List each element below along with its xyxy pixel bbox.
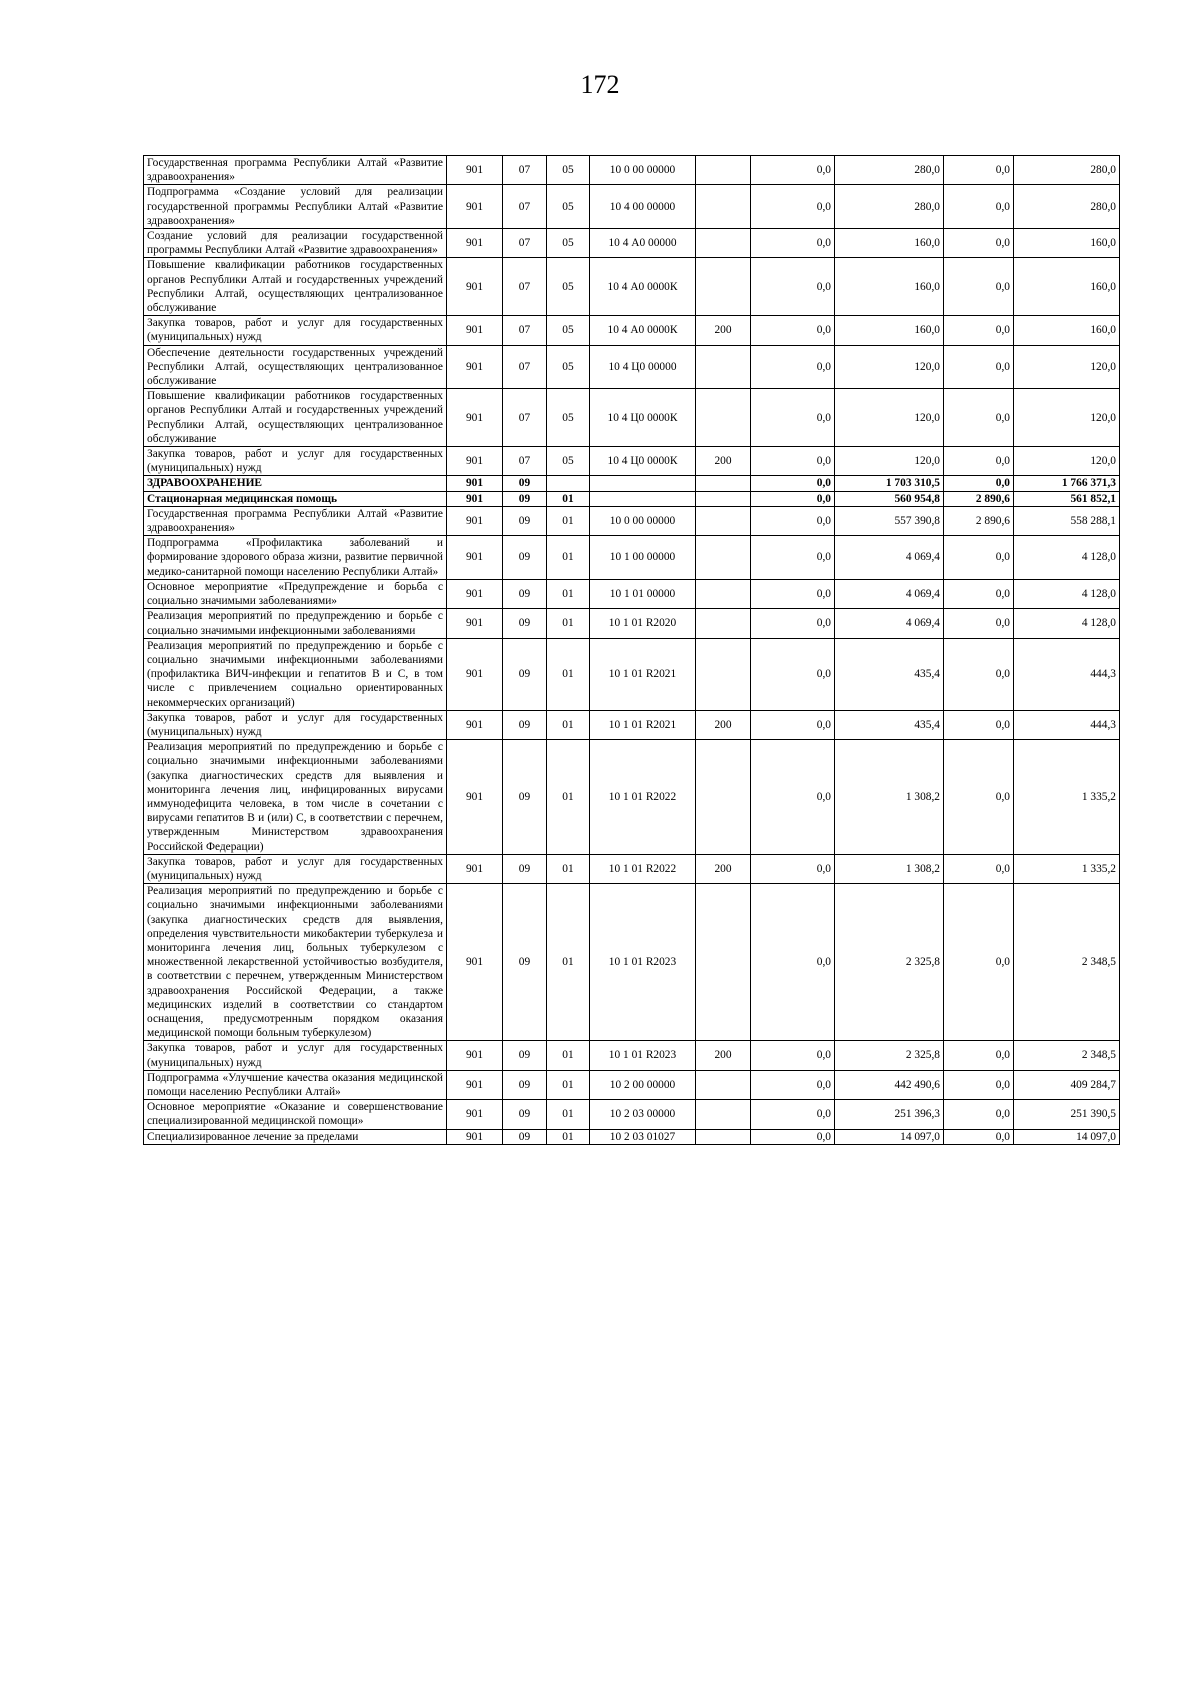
row-amount-1-cell: 0,0	[751, 740, 835, 855]
row-amount-2-cell: 1 308,2	[835, 854, 944, 883]
row-amount-2-cell: 1 308,2	[835, 740, 944, 855]
row-expense-type-cell: 200	[696, 710, 751, 739]
table-row	[144, 710, 1120, 739]
row-amount-1-cell: 0,0	[751, 1070, 835, 1099]
row-amount-2-cell: 280,0	[835, 185, 944, 229]
row-amount-4-cell: 14 097,0	[1014, 1129, 1120, 1144]
row-amount-4-cell: 444,3	[1014, 710, 1120, 739]
row-subsection-cell: 05	[547, 316, 590, 345]
row-section-cell: 09	[503, 536, 547, 580]
row-name-cell: Подпрограмма «Улучшение качества оказания медицинской помощи населению Республики Алтай»	[144, 1070, 447, 1099]
row-amount-1-cell: 0,0	[751, 345, 835, 389]
row-subsection-cell: 05	[547, 229, 590, 258]
table-row	[144, 476, 1120, 491]
row-amount-3-cell: 0,0	[944, 710, 1014, 739]
row-amount-3-cell: 0,0	[944, 579, 1014, 608]
row-expense-type-cell	[696, 491, 751, 506]
row-amount-4-cell: 2 348,5	[1014, 884, 1120, 1041]
row-grbs-cell: 901	[447, 1070, 503, 1099]
table-row	[144, 1070, 1120, 1099]
row-amount-1-cell: 0,0	[751, 447, 835, 476]
row-amount-4-cell: 120,0	[1014, 345, 1120, 389]
row-target-article-cell	[590, 491, 696, 506]
row-section-cell: 09	[503, 491, 547, 506]
row-amount-3-cell: 0,0	[944, 389, 1014, 447]
table-row	[144, 1129, 1120, 1144]
table-row	[144, 156, 1120, 185]
row-target-article-cell: 10 1 01 R2023	[590, 884, 696, 1041]
row-section-cell: 07	[503, 345, 547, 389]
row-amount-3-cell: 2 890,6	[944, 491, 1014, 506]
row-grbs-cell: 901	[447, 447, 503, 476]
row-subsection-cell: 01	[547, 1041, 590, 1070]
row-grbs-cell: 901	[447, 506, 503, 535]
row-subsection-cell: 01	[547, 1129, 590, 1144]
row-subsection-cell: 05	[547, 345, 590, 389]
row-amount-1-cell: 0,0	[751, 316, 835, 345]
row-amount-2-cell: 160,0	[835, 258, 944, 316]
row-name-cell: Закупка товаров, работ и услуг для государственных (муниципальных) нужд	[144, 1041, 447, 1070]
row-amount-1-cell: 0,0	[751, 1100, 835, 1129]
row-amount-4-cell: 4 128,0	[1014, 579, 1120, 608]
row-amount-4-cell: 280,0	[1014, 156, 1120, 185]
row-section-cell: 09	[503, 740, 547, 855]
row-section-cell: 07	[503, 185, 547, 229]
row-section-cell: 09	[503, 1129, 547, 1144]
row-subsection-cell: 01	[547, 579, 590, 608]
row-subsection-cell: 01	[547, 740, 590, 855]
row-name-cell: Создание условий для реализации государственной программы Республики Алтай «Развитие здравоохранения»	[144, 229, 447, 258]
table-row	[144, 1041, 1120, 1070]
row-grbs-cell: 901	[447, 229, 503, 258]
row-name-cell: Закупка товаров, работ и услуг для государственных (муниципальных) нужд	[144, 447, 447, 476]
row-name-cell: Подпрограмма «Профилактика заболеваний и формирование здорового образа жизни, развитие первичной медико-санитарной помощи населению Республики Алтай»	[144, 536, 447, 580]
row-amount-2-cell: 435,4	[835, 638, 944, 710]
row-amount-4-cell: 160,0	[1014, 258, 1120, 316]
table-row	[144, 316, 1120, 345]
row-section-cell: 07	[503, 316, 547, 345]
table-row	[144, 185, 1120, 229]
row-expense-type-cell	[696, 579, 751, 608]
row-expense-type-cell	[696, 389, 751, 447]
row-grbs-cell: 901	[447, 185, 503, 229]
row-amount-2-cell: 2 325,8	[835, 884, 944, 1041]
row-grbs-cell: 901	[447, 884, 503, 1041]
row-amount-2-cell: 557 390,8	[835, 506, 944, 535]
row-target-article-cell: 10 1 01 R2022	[590, 740, 696, 855]
row-amount-4-cell: 1 766 371,3	[1014, 476, 1120, 491]
row-amount-2-cell: 160,0	[835, 229, 944, 258]
row-subsection-cell: 01	[547, 536, 590, 580]
row-amount-1-cell: 0,0	[751, 476, 835, 491]
row-expense-type-cell	[696, 185, 751, 229]
row-name-cell: Повышение квалификации работников государственных органов Республики Алтай и государственных учреждений Республики Алтай, осуществляющих централизованное обслуживание	[144, 389, 447, 447]
row-amount-3-cell: 0,0	[944, 1129, 1014, 1144]
row-amount-3-cell: 0,0	[944, 185, 1014, 229]
row-grbs-cell: 901	[447, 476, 503, 491]
row-section-cell: 09	[503, 476, 547, 491]
row-section-cell: 09	[503, 884, 547, 1041]
row-subsection-cell: 01	[547, 506, 590, 535]
row-section-cell: 07	[503, 447, 547, 476]
table-row	[144, 258, 1120, 316]
row-grbs-cell: 901	[447, 579, 503, 608]
row-grbs-cell: 901	[447, 316, 503, 345]
row-subsection-cell: 05	[547, 447, 590, 476]
row-grbs-cell: 901	[447, 491, 503, 506]
row-section-cell: 09	[503, 1070, 547, 1099]
row-amount-1-cell: 0,0	[751, 854, 835, 883]
row-target-article-cell: 10 1 01 00000	[590, 579, 696, 608]
row-amount-1-cell: 0,0	[751, 884, 835, 1041]
page-number: 172	[580, 70, 620, 99]
row-section-cell: 07	[503, 229, 547, 258]
row-amount-2-cell: 120,0	[835, 447, 944, 476]
row-amount-3-cell: 0,0	[944, 609, 1014, 638]
row-amount-3-cell: 0,0	[944, 1100, 1014, 1129]
table-row	[144, 1100, 1120, 1129]
row-target-article-cell: 10 4 А0 0000К	[590, 316, 696, 345]
row-expense-type-cell: 200	[696, 316, 751, 345]
row-expense-type-cell	[696, 1070, 751, 1099]
row-target-article-cell: 10 4 А0 00000	[590, 229, 696, 258]
row-grbs-cell: 901	[447, 345, 503, 389]
row-expense-type-cell	[696, 638, 751, 710]
row-amount-4-cell: 1 335,2	[1014, 740, 1120, 855]
row-amount-1-cell: 0,0	[751, 609, 835, 638]
row-amount-4-cell: 4 128,0	[1014, 609, 1120, 638]
row-section-cell: 09	[503, 854, 547, 883]
row-name-cell: Основное мероприятие «Оказание и совершенствование специализированной медицинской помощи»	[144, 1100, 447, 1129]
row-target-article-cell: 10 1 01 R2022	[590, 854, 696, 883]
row-name-cell: Закупка товаров, работ и услуг для государственных (муниципальных) нужд	[144, 316, 447, 345]
table-row	[144, 740, 1120, 855]
row-subsection-cell: 01	[547, 1100, 590, 1129]
table-body	[144, 156, 1120, 1145]
row-section-cell: 07	[503, 389, 547, 447]
row-amount-2-cell: 120,0	[835, 389, 944, 447]
row-amount-2-cell: 160,0	[835, 316, 944, 345]
row-target-article-cell: 10 1 01 R2023	[590, 1041, 696, 1070]
row-amount-1-cell: 0,0	[751, 185, 835, 229]
row-target-article-cell: 10 2 00 00000	[590, 1070, 696, 1099]
row-amount-4-cell: 280,0	[1014, 185, 1120, 229]
row-target-article-cell: 10 0 00 00000	[590, 506, 696, 535]
row-expense-type-cell	[696, 884, 751, 1041]
row-amount-4-cell: 251 390,5	[1014, 1100, 1120, 1129]
row-subsection-cell: 05	[547, 185, 590, 229]
row-grbs-cell: 901	[447, 710, 503, 739]
row-subsection-cell: 05	[547, 156, 590, 185]
row-amount-3-cell: 0,0	[944, 536, 1014, 580]
row-grbs-cell: 901	[447, 536, 503, 580]
row-amount-4-cell: 160,0	[1014, 229, 1120, 258]
row-subsection-cell: 01	[547, 609, 590, 638]
row-name-cell: Государственная программа Республики Алтай «Развитие здравоохранения»	[144, 506, 447, 535]
row-subsection-cell: 01	[547, 638, 590, 710]
row-amount-4-cell: 120,0	[1014, 447, 1120, 476]
row-subsection-cell: 01	[547, 854, 590, 883]
row-amount-3-cell: 0,0	[944, 476, 1014, 491]
row-grbs-cell: 901	[447, 389, 503, 447]
table-row	[144, 229, 1120, 258]
row-target-article-cell: 10 1 00 00000	[590, 536, 696, 580]
row-amount-2-cell: 1 703 310,5	[835, 476, 944, 491]
row-expense-type-cell	[696, 476, 751, 491]
row-amount-1-cell: 0,0	[751, 579, 835, 608]
row-expense-type-cell	[696, 740, 751, 855]
row-name-cell: Закупка товаров, работ и услуг для государственных (муниципальных) нужд	[144, 854, 447, 883]
row-name-cell: Реализация мероприятий по предупреждению и борьбе с социально значимыми инфекционными заболеваниями	[144, 609, 447, 638]
row-name-cell: Государственная программа Республики Алтай «Развитие здравоохранения»	[144, 156, 447, 185]
row-target-article-cell: 10 2 03 00000	[590, 1100, 696, 1129]
table-row	[144, 884, 1120, 1041]
table-row	[144, 536, 1120, 580]
row-amount-4-cell: 160,0	[1014, 316, 1120, 345]
row-section-cell: 09	[503, 1041, 547, 1070]
row-expense-type-cell: 200	[696, 447, 751, 476]
row-target-article-cell: 10 4 А0 0000К	[590, 258, 696, 316]
row-amount-1-cell: 0,0	[751, 710, 835, 739]
row-grbs-cell: 901	[447, 740, 503, 855]
row-grbs-cell: 901	[447, 1100, 503, 1129]
row-target-article-cell: 10 1 01 R2020	[590, 609, 696, 638]
row-grbs-cell: 901	[447, 156, 503, 185]
table-row	[144, 447, 1120, 476]
row-section-cell: 07	[503, 156, 547, 185]
row-target-article-cell: 10 1 01 R2021	[590, 638, 696, 710]
row-expense-type-cell	[696, 1129, 751, 1144]
row-amount-4-cell: 1 335,2	[1014, 854, 1120, 883]
row-amount-1-cell: 0,0	[751, 229, 835, 258]
row-target-article-cell: 10 0 00 00000	[590, 156, 696, 185]
row-amount-2-cell: 4 069,4	[835, 579, 944, 608]
row-amount-1-cell: 0,0	[751, 258, 835, 316]
row-expense-type-cell: 200	[696, 854, 751, 883]
row-section-cell: 09	[503, 579, 547, 608]
row-subsection-cell: 01	[547, 884, 590, 1041]
row-amount-1-cell: 0,0	[751, 638, 835, 710]
row-name-cell: Обеспечение деятельности государственных учреждений Республики Алтай, осуществляющих централизованное обслуживание	[144, 345, 447, 389]
row-amount-3-cell: 0,0	[944, 1041, 1014, 1070]
table-row	[144, 345, 1120, 389]
row-grbs-cell: 901	[447, 258, 503, 316]
row-target-article-cell: 10 1 01 R2021	[590, 710, 696, 739]
row-amount-2-cell: 2 325,8	[835, 1041, 944, 1070]
row-amount-4-cell: 4 128,0	[1014, 536, 1120, 580]
row-amount-4-cell: 120,0	[1014, 389, 1120, 447]
row-amount-4-cell: 558 288,1	[1014, 506, 1120, 535]
row-grbs-cell: 901	[447, 854, 503, 883]
row-name-cell: Подпрограмма «Создание условий для реализации государственной программы Республики Алтай «Развитие здравоохранения»	[144, 185, 447, 229]
row-expense-type-cell	[696, 258, 751, 316]
table-row	[144, 491, 1120, 506]
row-subsection-cell: 05	[547, 258, 590, 316]
row-amount-3-cell: 0,0	[944, 229, 1014, 258]
row-amount-3-cell: 0,0	[944, 740, 1014, 855]
row-name-cell: Специализированное лечение за пределами	[144, 1129, 447, 1144]
row-subsection-cell: 01	[547, 710, 590, 739]
table-row	[144, 638, 1120, 710]
row-amount-1-cell: 0,0	[751, 491, 835, 506]
row-expense-type-cell	[696, 609, 751, 638]
row-name-cell: Реализация мероприятий по предупреждению и борьбе с социально значимыми инфекционными заболеваниями (закупка диагностических средств для выявления, определения чувствительности микобактерии туберкулеза и мониторинга лечения лиц, больных туберкулезом с множественной лекарственной устойчивостью возбудителя, в соответствии с перечнем, утвержденным Министерством здравоохранения Российской Федерации, а также медицинских изделий в соответствии со стандартом оснащения, предусмотренным порядком оказания медицинской помощи больным туберкулезом)	[144, 884, 447, 1041]
row-amount-1-cell: 0,0	[751, 389, 835, 447]
row-amount-2-cell: 280,0	[835, 156, 944, 185]
row-name-cell: Стационарная медицинская помощь	[144, 491, 447, 506]
table-row	[144, 506, 1120, 535]
row-grbs-cell: 901	[447, 1041, 503, 1070]
row-section-cell: 07	[503, 258, 547, 316]
row-expense-type-cell	[696, 345, 751, 389]
row-name-cell: Основное мероприятие «Предупреждение и борьба с социально значимыми заболеваниями»	[144, 579, 447, 608]
row-amount-2-cell: 14 097,0	[835, 1129, 944, 1144]
row-amount-3-cell: 0,0	[944, 638, 1014, 710]
row-section-cell: 09	[503, 506, 547, 535]
row-amount-4-cell: 409 284,7	[1014, 1070, 1120, 1099]
table-row	[144, 609, 1120, 638]
row-grbs-cell: 901	[447, 638, 503, 710]
row-amount-1-cell: 0,0	[751, 506, 835, 535]
row-amount-3-cell: 0,0	[944, 854, 1014, 883]
row-expense-type-cell	[696, 536, 751, 580]
row-target-article-cell: 10 4 Ц0 0000К	[590, 447, 696, 476]
row-amount-4-cell: 561 852,1	[1014, 491, 1120, 506]
row-target-article-cell: 10 4 00 00000	[590, 185, 696, 229]
row-grbs-cell: 901	[447, 609, 503, 638]
row-amount-1-cell: 0,0	[751, 156, 835, 185]
row-amount-3-cell: 2 890,6	[944, 506, 1014, 535]
row-amount-1-cell: 0,0	[751, 1129, 835, 1144]
budget-table	[143, 155, 1120, 1145]
row-amount-3-cell: 0,0	[944, 884, 1014, 1041]
row-amount-3-cell: 0,0	[944, 156, 1014, 185]
row-section-cell: 09	[503, 710, 547, 739]
row-expense-type-cell	[696, 1100, 751, 1129]
row-amount-2-cell: 4 069,4	[835, 536, 944, 580]
row-amount-2-cell: 4 069,4	[835, 609, 944, 638]
row-expense-type-cell: 200	[696, 1041, 751, 1070]
row-expense-type-cell	[696, 506, 751, 535]
row-expense-type-cell	[696, 156, 751, 185]
row-amount-4-cell: 444,3	[1014, 638, 1120, 710]
row-target-article-cell: 10 4 Ц0 00000	[590, 345, 696, 389]
row-amount-1-cell: 0,0	[751, 1041, 835, 1070]
row-grbs-cell: 901	[447, 1129, 503, 1144]
row-amount-1-cell: 0,0	[751, 536, 835, 580]
row-amount-3-cell: 0,0	[944, 447, 1014, 476]
row-subsection-cell: 01	[547, 1070, 590, 1099]
row-target-article-cell: 10 2 03 01027	[590, 1129, 696, 1144]
row-amount-2-cell: 435,4	[835, 710, 944, 739]
row-section-cell: 09	[503, 1100, 547, 1129]
row-name-cell: ЗДРАВООХРАНЕНИЕ	[144, 476, 447, 491]
table-row	[144, 854, 1120, 883]
row-subsection-cell: 05	[547, 389, 590, 447]
table-row	[144, 579, 1120, 608]
row-name-cell: Реализация мероприятий по предупреждению и борьбе с социально значимыми инфекционными заболеваниями (профилактика ВИЧ-инфекции и гепатитов B и C, в том числе с привлечением социально ориентированных некоммерческих организаций)	[144, 638, 447, 710]
row-amount-2-cell: 442 490,6	[835, 1070, 944, 1099]
row-target-article-cell: 10 4 Ц0 0000К	[590, 389, 696, 447]
row-name-cell: Реализация мероприятий по предупреждению и борьбе с социально значимыми инфекционными заболеваниями (закупка диагностических средств для выявления и мониторинга лечения лиц, инфицированных вирусами иммунодефицита человека, в том числе в сочетании с вирусами гепатитов B и (или) C, в соответствии с перечнем, утвержденным Министерством здравоохранения Российской Федерации)	[144, 740, 447, 855]
table-row	[144, 389, 1120, 447]
row-expense-type-cell	[696, 229, 751, 258]
row-subsection-cell: 01	[547, 491, 590, 506]
row-amount-3-cell: 0,0	[944, 1070, 1014, 1099]
row-amount-4-cell: 2 348,5	[1014, 1041, 1120, 1070]
row-amount-2-cell: 560 954,8	[835, 491, 944, 506]
row-name-cell: Повышение квалификации работников государственных органов Республики Алтай и государственных учреждений Республики Алтай, осуществляющих централизованное обслуживание	[144, 258, 447, 316]
row-amount-3-cell: 0,0	[944, 316, 1014, 345]
row-amount-2-cell: 120,0	[835, 345, 944, 389]
row-section-cell: 09	[503, 609, 547, 638]
row-section-cell: 09	[503, 638, 547, 710]
row-name-cell: Закупка товаров, работ и услуг для государственных (муниципальных) нужд	[144, 710, 447, 739]
row-amount-2-cell: 251 396,3	[835, 1100, 944, 1129]
row-amount-3-cell: 0,0	[944, 258, 1014, 316]
row-amount-3-cell: 0,0	[944, 345, 1014, 389]
row-target-article-cell	[590, 476, 696, 491]
row-subsection-cell	[547, 476, 590, 491]
